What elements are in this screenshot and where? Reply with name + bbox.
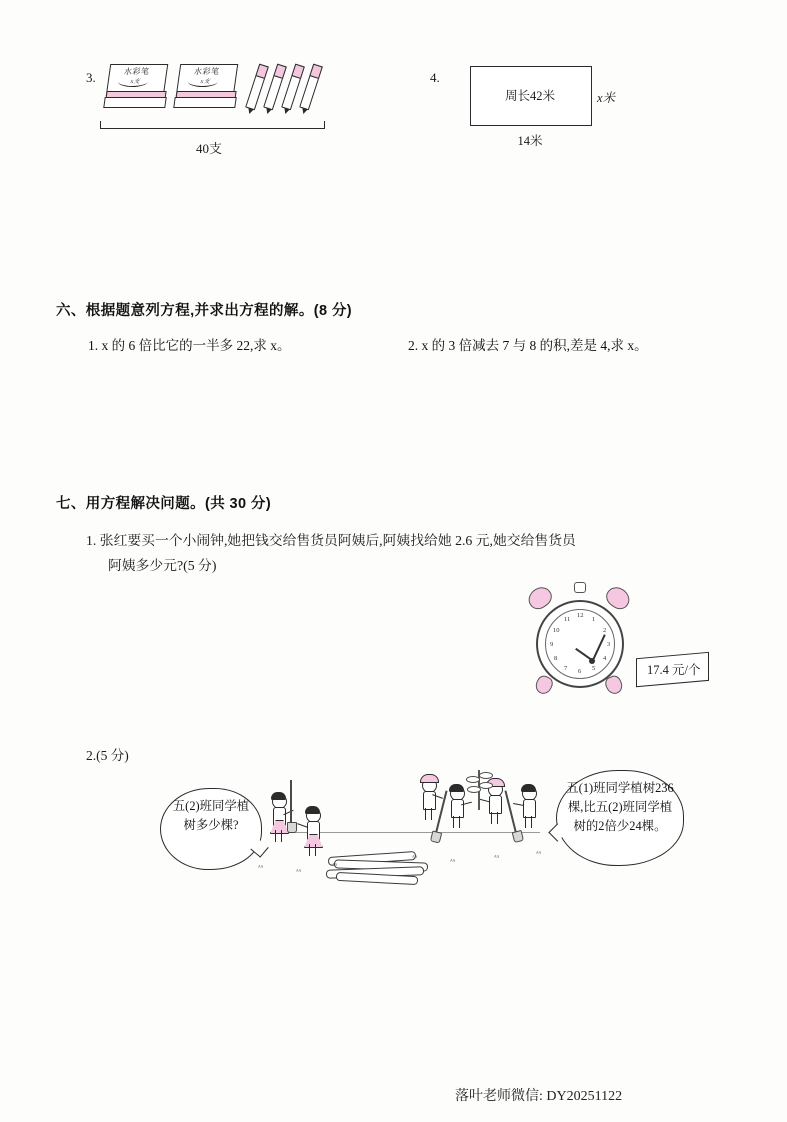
student-leg (315, 844, 316, 856)
grass-tuft: ᶺᶺ (412, 852, 418, 862)
sapling-leaf (479, 772, 493, 779)
shovel-icon (290, 780, 292, 826)
student-leg (425, 808, 426, 820)
rectangle-perimeter-label: 周长42米 (504, 89, 555, 103)
section-7-question-1-line2: 阿姨多少元?(5 分) (108, 558, 217, 573)
grass-tuft: ᶺᶺ (332, 860, 338, 870)
student-leg (497, 812, 498, 824)
section-6-heading: 六、根据题意列方程,并求出方程的解。(8 分) (56, 303, 352, 319)
footer-note: 落叶老师微信: DY20251122 (455, 1089, 623, 1104)
clock-tick-12: 12 (577, 612, 584, 619)
section-7-question-1-line1: 1. 张红要买一个小闹钟,她把钱交给售货员阿姨后,阿姨找给她 2.6 元,她交给售货员 (86, 533, 576, 548)
student-cap (420, 774, 439, 783)
student-leg (275, 830, 276, 842)
question-3-number: 3. (86, 70, 96, 85)
section-6-question-2: 2. x 的 3 倍减去 7 与 8 的积,差是 4,求 x。 (408, 338, 648, 353)
clock-bell-left-icon (524, 583, 555, 613)
clock-tick-7: 7 (564, 665, 568, 672)
speech-bubble-right (556, 770, 684, 866)
student-hair (521, 784, 536, 792)
clock-tick-3: 3 (607, 641, 611, 648)
marker-box-label-main: 水彩笔 (123, 67, 151, 76)
marker-box-label-sub: x支 (130, 79, 141, 85)
clock-tick-6: 6 (578, 668, 582, 675)
price-tag-label: 17.4 元/个 (647, 662, 701, 677)
grass-tuft: ᶺᶺ (296, 866, 302, 876)
student-leg (453, 816, 454, 828)
marker-box-2 (174, 64, 236, 110)
student-leg (531, 816, 532, 828)
student-leg (431, 808, 432, 820)
marker-box-base (103, 97, 167, 108)
section-6-question-1: 1. x 的 6 倍比它的一半多 22,求 x。 (88, 338, 291, 353)
quantity-brace (100, 128, 324, 129)
student-leg (459, 816, 460, 828)
clock-tick-1: 1 (592, 616, 596, 623)
clock-knob (574, 582, 586, 593)
clock-tick-5: 5 (592, 665, 596, 672)
tree-planting-scene (150, 756, 674, 896)
student-hair (305, 806, 320, 814)
student-hair (449, 784, 464, 792)
quantity-brace-tick-right (324, 121, 325, 129)
grass-tuft: ᶺᶺ (536, 848, 542, 858)
marker-box-base (173, 97, 237, 108)
student-leg (309, 844, 310, 856)
section-7-heading: 七、用方程解决问题。(共 30 分) (56, 496, 272, 512)
shovel-icon (504, 790, 517, 835)
student-leg (525, 816, 526, 828)
marker-box-label-main: 水彩笔 (193, 67, 221, 76)
rectangle-side-label: x米 (597, 91, 616, 105)
student-leg (491, 812, 492, 824)
alarm-clock-illustration (524, 584, 634, 694)
clock-tick-2: 2 (603, 627, 607, 634)
clock-tick-9: 9 (550, 641, 554, 648)
sapling-leaf (479, 782, 493, 789)
marker-box-1 (104, 64, 166, 110)
speech-bubble-left-text: 五(2)班同学植树多少棵? (172, 799, 250, 832)
speech-bubble-right-text: 五(1)班同学植树236棵,比五(2)班同学植树的2倍少24棵。 (566, 781, 674, 833)
price-tag (636, 652, 709, 687)
clock-tick-8: 8 (554, 655, 558, 662)
rectangle-bottom-label: 14米 (517, 134, 543, 148)
sapling-leaf (466, 776, 480, 783)
clock-body (536, 600, 624, 688)
clock-tick-11: 11 (564, 616, 571, 623)
section-7-question-2-label: 2.(5 分) (86, 748, 129, 763)
marker-box-label-sub: x支 (200, 79, 211, 85)
log-pile (326, 852, 436, 882)
grass-tuft: ᶺᶺ (258, 862, 264, 872)
speech-bubble-left (160, 788, 262, 870)
student-leg (281, 830, 282, 842)
speech-tail-right (548, 823, 566, 841)
clock-tick-4: 4 (603, 655, 607, 662)
quantity-brace-tick-left (100, 121, 101, 129)
question-4-number: 4. (430, 70, 440, 85)
speech-tail-left (250, 839, 268, 857)
clock-tick-10: 10 (553, 627, 560, 634)
grass-tuft: ᶺᶺ (494, 852, 500, 862)
clock-pivot (589, 658, 595, 664)
sapling-icon (478, 770, 480, 810)
clock-face (545, 609, 615, 679)
marker-total-label: 40支 (196, 141, 223, 156)
grass-tuft: ᶺᶺ (450, 856, 456, 866)
student-hair (271, 792, 286, 800)
